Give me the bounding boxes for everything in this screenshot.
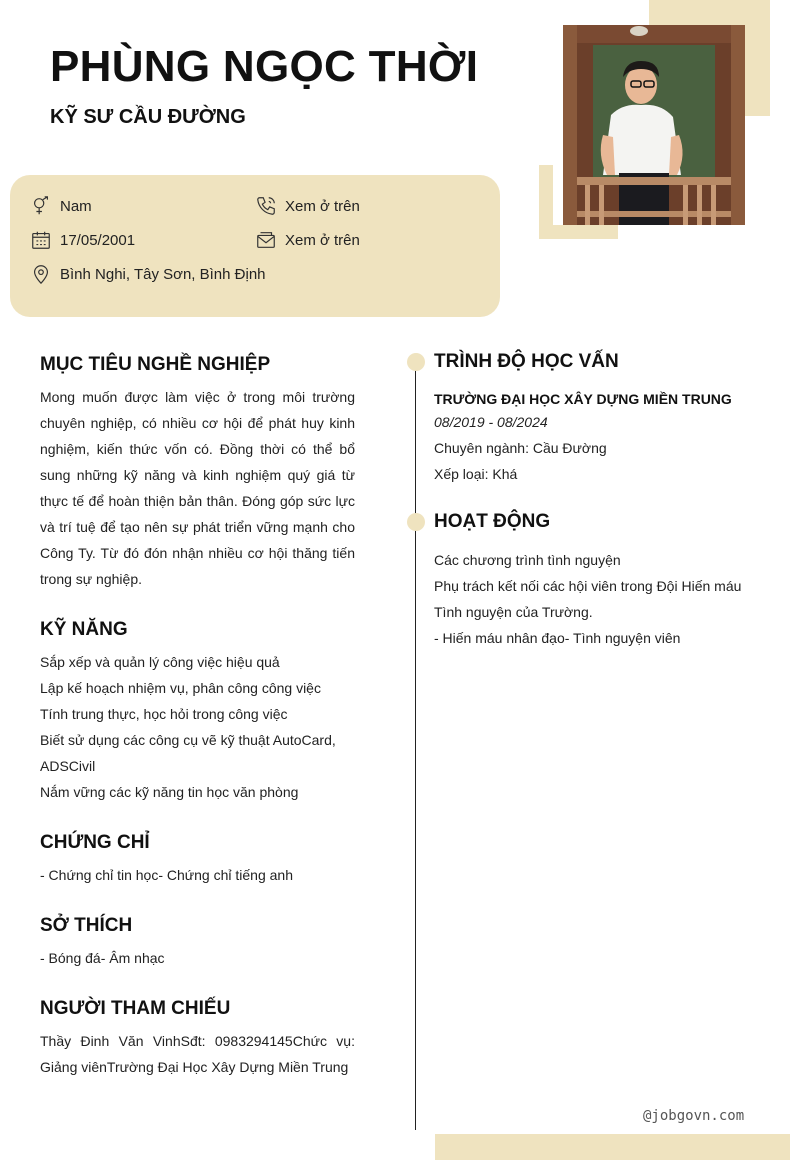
certificates-heading: CHỨNG CHỈ bbox=[40, 832, 150, 853]
info-birthday bbox=[30, 229, 135, 251]
profile-photo bbox=[563, 25, 745, 225]
decor-block-bottom bbox=[435, 1134, 790, 1160]
info-phone bbox=[255, 195, 360, 217]
education-details bbox=[434, 435, 607, 487]
education-school: TRƯỜNG ĐẠI HỌC XÂY DỰNG MIỀN TRUNG bbox=[434, 391, 732, 407]
list-item: Lập kế hoạch nhiệm vụ, phân công công việc bbox=[40, 680, 321, 696]
birthday-value: 17/05/2001 bbox=[60, 231, 136, 249]
references-heading: NGƯỜI THAM CHIẾU bbox=[40, 998, 231, 1019]
watermark-text: @jobgovn.com bbox=[643, 1108, 745, 1124]
skills-heading: KỸ NĂNG bbox=[40, 619, 128, 640]
gender-value: Nam bbox=[60, 197, 92, 215]
hobbies-heading: SỞ THÍCH bbox=[40, 915, 133, 936]
info-gender bbox=[30, 195, 92, 217]
column-divider bbox=[415, 355, 416, 1130]
objective-heading: MỤC TIÊU NGHỀ NGHIỆP bbox=[40, 354, 271, 375]
education-major: Chuyên ngành: Cầu Đường bbox=[434, 440, 607, 456]
info-address bbox=[30, 263, 266, 285]
info-email bbox=[255, 229, 360, 251]
education-heading: TRÌNH ĐỘ HỌC VẤN bbox=[434, 351, 619, 372]
education-period: 08/2019 - 08/2024 bbox=[434, 414, 548, 430]
list-item: Tính trung thực, học hỏi trong công việc bbox=[40, 706, 288, 722]
calendar-icon bbox=[30, 229, 52, 251]
phone-value: Xem ở trên bbox=[285, 197, 360, 215]
location-pin-icon bbox=[30, 263, 52, 285]
list-item: Phụ trách kết nối các hội viên trong Đội Hiến máu bbox=[434, 578, 742, 594]
list-item: Biết sử dụng các công cụ vẽ kỹ thuật AutoCard, bbox=[40, 732, 336, 748]
list-item: Tình nguyện của Trường. bbox=[434, 604, 593, 620]
activities-list bbox=[434, 547, 764, 651]
references-text: Thầy Đinh Văn VinhSđt: 0983294145Chức vụ: Giảng viênTrường Đại Học Xây Dựng Miền Trung bbox=[40, 1033, 355, 1075]
education-grade: Xếp loại: Khá bbox=[434, 466, 518, 482]
activities-timeline-dot bbox=[407, 513, 425, 531]
list-item: ADSCivil bbox=[40, 758, 96, 774]
hobbies-text: - Bóng đá- Âm nhạc bbox=[40, 950, 165, 966]
email-icon bbox=[255, 229, 277, 251]
list-item: - Hiến máu nhân đạo- Tình nguyện viên bbox=[434, 630, 681, 646]
list-item: Sắp xếp và quản lý công việc hiệu quả bbox=[40, 654, 280, 670]
candidate-name: PHÙNG NGỌC THỜI bbox=[50, 42, 479, 91]
certificates-text: - Chứng chỉ tin học- Chứng chỉ tiếng anh bbox=[40, 867, 293, 883]
personal-info-card bbox=[10, 175, 500, 317]
list-item: Các chương trình tình nguyện bbox=[434, 552, 621, 568]
phone-icon bbox=[255, 195, 277, 217]
gender-icon bbox=[30, 195, 52, 217]
objective-text: Mong muốn được làm việc ở trong môi trường chuyên nghiệp, có nhiều cơ hội để phát huy kinh nghiệm, kiến thức vốn có. Đồng thời có thể bổ sung những kỹ năng và kinh nghiệm quý giá từ thực tế để hoàn thiện bản thân. Đóng góp sức lực và trí tuệ để tạo nên sự phát triển vững mạnh cho Công Ty. Từ đó đón nhận nhiều cơ hội thăng tiến trong sự nghiệp. bbox=[40, 389, 355, 587]
education-timeline-dot bbox=[407, 353, 425, 371]
profile-photo-illustration bbox=[563, 25, 745, 225]
email-value: Xem ở trên bbox=[285, 231, 360, 249]
activities-heading: HOẠT ĐỘNG bbox=[434, 511, 551, 532]
job-title: KỸ SƯ CẦU ĐƯỜNG bbox=[50, 106, 246, 128]
list-item: Nắm vững các kỹ năng tin học văn phòng bbox=[40, 784, 299, 800]
skills-list bbox=[40, 649, 370, 805]
address-value: Bình Nghi, Tây Sơn, Bình Định bbox=[60, 265, 266, 283]
